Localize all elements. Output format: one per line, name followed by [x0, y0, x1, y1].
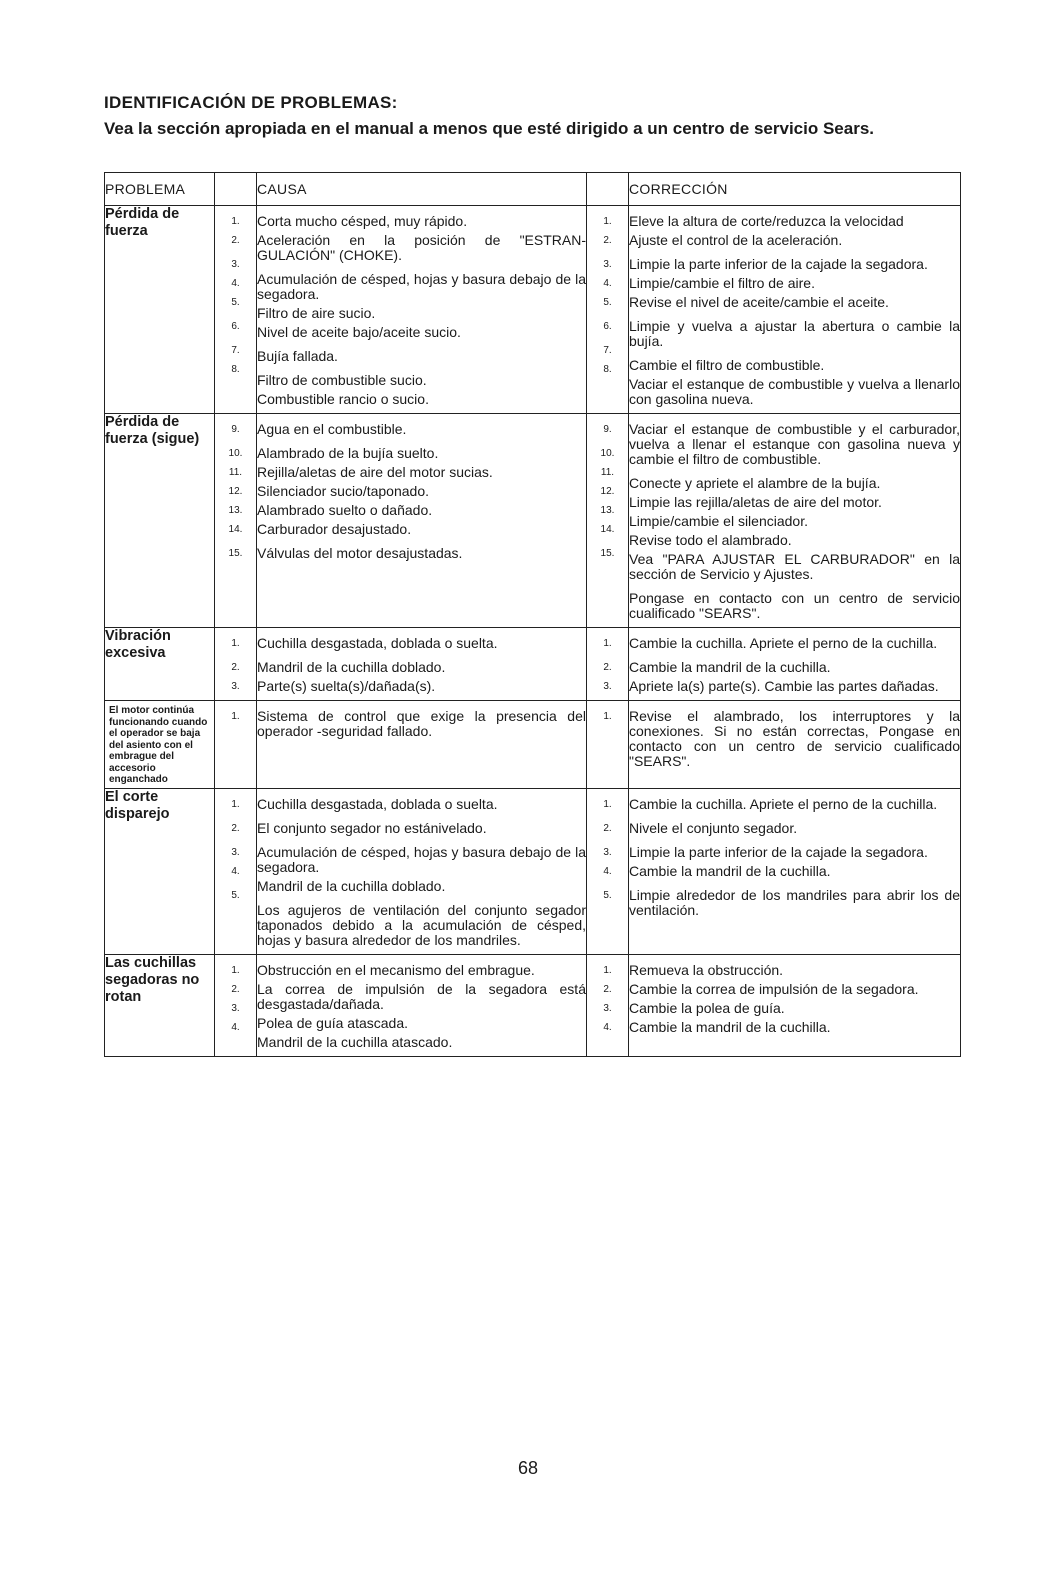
cause-number: 3.: [231, 846, 240, 858]
correction-text: Cambie la cuchilla. Apriete el perno de la cuchilla.: [629, 795, 938, 812]
correction-numbers: [587, 954, 629, 1056]
correction-text: Conecte y apriete el alambre de la bujía.: [629, 475, 881, 491]
cause-text: Silenciador sucio/taponado.: [257, 483, 430, 499]
correction-number: 11.: [600, 467, 615, 478]
page-title: IDENTIFICACIÓN DE PROBLEMAS:: [104, 93, 398, 112]
cause-text: Filtro de combustible sucio.: [257, 372, 427, 388]
cause-number: 8.: [231, 364, 240, 375]
cause-text: Válvulas del motor desajustadas.: [257, 545, 463, 561]
cause-number: 3.: [231, 681, 240, 692]
cause-text: Mandril de la cuchilla doblado.: [257, 659, 446, 675]
correction-number: 14.: [600, 524, 615, 535]
correction-number: 2.: [603, 822, 612, 834]
problem-cell: [105, 788, 215, 954]
correction-text: Cambie la polea de guía.: [629, 999, 785, 1016]
cause-text: Sistema de control que exige la presencia del operador -seguridad fallado.: [257, 708, 586, 739]
correction-number: 4.: [603, 865, 612, 877]
cause-text: Acumulación de césped, hojas y basura debajo de la segadora.: [257, 271, 586, 302]
correction-number: 1.: [603, 964, 612, 976]
correction-cell: [629, 414, 961, 628]
cause-text: Rejilla/aletas de aire del motor sucias.: [257, 464, 493, 480]
correction-number: 6.: [603, 321, 612, 332]
table-row: [105, 628, 961, 701]
correction-text: Limpie las rejilla/aletas de aire del motor.: [629, 494, 882, 510]
correction-text: Limpie la parte inferior de la cajade la segadora.: [629, 843, 928, 860]
correction-text: Limpie la parte inferior de la cajade la segadora.: [629, 256, 928, 272]
problem-cell: [105, 414, 215, 628]
correction-number: 10.: [600, 448, 615, 459]
table-row: [105, 954, 961, 1056]
correction-text: Cambie la mandril de la cuchilla.: [629, 659, 831, 675]
correction-text: Ajuste el control de la aceleración.: [629, 232, 843, 248]
correction-cell: [629, 206, 961, 414]
correction-text: Limpie alrededor de los mandriles para abrir los de ventilación.: [629, 886, 960, 918]
correction-number: 4.: [603, 278, 612, 289]
cause-number: 5.: [231, 889, 240, 901]
cause-text: Nivel de aceite bajo/aceite sucio.: [257, 324, 461, 340]
cause-text: Mandril de la cuchilla doblado.: [257, 877, 446, 894]
correction-number: 3.: [603, 681, 612, 692]
correction-number: 2.: [603, 662, 612, 673]
correction-text: Eleve la altura de corte/reduzca la velocidad: [629, 213, 904, 229]
table-header-row: [105, 173, 961, 206]
correction-number: 15.: [600, 548, 615, 559]
correction-numbers: [587, 206, 629, 414]
header-cause-num: [215, 173, 257, 206]
problem-label: Pérdida de fuerza (sigue): [105, 414, 200, 447]
cause-number: 9.: [231, 424, 240, 435]
correction-number: 7.: [603, 345, 612, 356]
correction-number: 12.: [600, 486, 615, 497]
cause-number: 10.: [228, 448, 243, 459]
correction-text: Cambie la cuchilla. Apriete el perno de la cuchilla.: [629, 635, 938, 651]
correction-number: 13.: [600, 505, 615, 516]
problem-label: El corte disparejo: [105, 788, 170, 822]
cause-text: Obstrucción en el mecanismo del embrague.: [257, 961, 535, 978]
cause-number: 1.: [231, 216, 240, 227]
correction-text: Apriete la(s) parte(s). Cambie las partes dañadas.: [629, 678, 939, 694]
cause-cell: [257, 788, 587, 954]
cause-text: Carburador desajustado.: [257, 521, 412, 537]
cause-cell: [257, 414, 587, 628]
header-cause: CAUSA: [257, 173, 587, 206]
cause-cell: [257, 701, 587, 789]
cause-text: El conjunto segador no estánivelado.: [257, 819, 487, 836]
cause-number: 6.: [231, 321, 240, 332]
cause-number: 13.: [228, 505, 243, 516]
table-row: [105, 206, 961, 414]
correction-number: 3.: [603, 846, 612, 858]
correction-number: 1.: [603, 711, 612, 722]
cause-text: Filtro de aire sucio.: [257, 305, 376, 321]
correction-number: 1.: [603, 216, 612, 227]
problem-cell: [105, 206, 215, 414]
correction-numbers: [587, 414, 629, 628]
cause-number: 4.: [231, 865, 240, 877]
cause-text: Cuchilla desgastada, doblada o suelta.: [257, 635, 498, 651]
cause-text: Corta mucho césped, muy rápido.: [257, 213, 468, 229]
problem-label: Vibración excesiva: [105, 628, 171, 661]
correction-text: Revise el nivel de aceite/cambie el aceite.: [629, 294, 889, 310]
correction-text: Pongase en contacto con un centro de servicio cualificado "SEARS".: [629, 590, 960, 621]
cause-number: 5.: [231, 297, 240, 308]
cause-text: Los agujeros de ventilación del conjunto segador taponados debido a la acumulación de césped, hojas y basura alrededor de los mandriles.: [257, 901, 586, 948]
correction-number: 9.: [603, 424, 612, 435]
cause-number: 2.: [231, 662, 240, 673]
cause-text: Aceleración en la posición de "ESTRAN- GULACIÓN" (CHOKE).: [257, 232, 586, 263]
correction-number: 4.: [603, 1021, 612, 1033]
correction-text: Revise el alambrado, los interruptores y la conexiones. Si no están correctas, Pongase en contacto con un centro de servicio cualificado "SEARS".: [629, 708, 960, 769]
correction-number: 5.: [603, 889, 612, 901]
cause-number: 2.: [231, 235, 240, 246]
page-header: [104, 92, 964, 140]
correction-text: Cambie la correa de impulsión de la segadora.: [629, 980, 919, 997]
cause-number: 2.: [231, 822, 240, 834]
cause-cell: [257, 954, 587, 1056]
page-number: 68: [517, 1458, 539, 1478]
cause-number: 3.: [231, 1002, 240, 1014]
header-problem: PROBLEMA: [105, 173, 215, 206]
header-correction-num: [587, 173, 629, 206]
cause-text: Parte(s) suelta(s)/dañada(s).: [257, 678, 436, 694]
cause-number: 4.: [231, 278, 240, 289]
cause-numbers: [215, 788, 257, 954]
cause-number: 14.: [228, 524, 243, 535]
correction-number: 1.: [603, 638, 612, 649]
cause-number: 15.: [228, 548, 243, 559]
correction-text: Nivele el conjunto segador.: [629, 819, 798, 836]
correction-numbers: [587, 788, 629, 954]
cause-number: 2.: [231, 983, 240, 995]
cause-number: 11.: [228, 467, 243, 478]
page-subtitle: Vea la sección apropiada en el manual a menos que esté dirigido a un centro de servicio Sears.: [104, 119, 875, 138]
correction-cell: [629, 954, 961, 1056]
correction-numbers: [587, 628, 629, 701]
problem-cell: [105, 628, 215, 701]
correction-numbers: [587, 701, 629, 789]
cause-number: 4.: [231, 1021, 240, 1033]
cause-text: Combustible rancio o sucio.: [257, 391, 429, 407]
cause-text: Acumulación de césped, hojas y basura debajo de la segadora.: [257, 843, 586, 875]
cause-cell: [257, 206, 587, 414]
table-row: [105, 788, 961, 954]
cause-number: 7.: [231, 345, 240, 356]
correction-text: Cambie la mandril de la cuchilla.: [629, 862, 831, 879]
correction-text: Remueva la obstrucción.: [629, 961, 784, 978]
correction-text: Limpie/cambie el silenciador.: [629, 513, 808, 529]
cause-numbers: [215, 628, 257, 701]
cause-numbers: [215, 206, 257, 414]
cause-text: Agua en el combustible.: [257, 421, 407, 437]
correction-text: Revise todo el alambrado.: [629, 532, 792, 548]
problem-label: Las cuchillas segadoras no rotan: [105, 954, 200, 1005]
correction-text: Limpie/cambie el filtro de aire.: [629, 275, 815, 291]
cause-number: 1.: [231, 798, 240, 810]
problem-cell: [105, 701, 215, 789]
correction-number: 1.: [603, 798, 612, 810]
header-correction: CORRECCIÓN: [629, 173, 961, 206]
cause-numbers: [215, 954, 257, 1056]
table-body: [105, 206, 961, 1057]
cause-number: 3.: [231, 259, 240, 270]
cause-text: Alambrado suelto o dañado.: [257, 502, 433, 518]
cause-number: 1.: [231, 964, 240, 976]
cause-number: 1.: [231, 711, 240, 722]
table-row: [105, 414, 961, 628]
cause-text: Alambrado de la bujía suelto.: [257, 445, 439, 461]
correction-text: Limpie y vuelva a ajustar la abertura o cambie la bujía.: [629, 318, 960, 349]
cause-number: 1.: [231, 638, 240, 649]
cause-numbers: [215, 414, 257, 628]
correction-text: Vaciar el estanque de combustible y el carburador, vuelva a llenar el estanque con gasolina nueva y cambie el filtro de combustible.: [629, 421, 960, 467]
correction-number: 2.: [603, 983, 612, 995]
correction-text: Vea "PARA AJUSTAR EL CARBURADOR" en la sección de Servicio y Ajustes.: [629, 551, 960, 582]
correction-cell: [629, 788, 961, 954]
table-row: [105, 701, 961, 789]
correction-number: 8.: [603, 364, 612, 375]
correction-text: Cambie el filtro de combustible.: [629, 357, 825, 373]
correction-number: 2.: [603, 235, 612, 246]
cause-text: Cuchilla desgastada, doblada o suelta.: [257, 795, 498, 812]
cause-text: La correa de impulsión de la segadora está desgastada/dañada.: [257, 980, 586, 1012]
problem-label: Pérdida de fuerza: [105, 206, 180, 239]
correction-number: 3.: [603, 1002, 612, 1014]
cause-number: 12.: [228, 486, 243, 497]
problem-label: El motor continúa funcionando cuando el operador se baja del asiento con el embrague del accesorio enganchado: [109, 705, 208, 785]
cause-cell: [257, 628, 587, 701]
correction-cell: [629, 628, 961, 701]
correction-number: 5.: [603, 297, 612, 308]
cause-text: Mandril de la cuchilla atascado.: [257, 1033, 453, 1050]
problem-cell: [105, 954, 215, 1056]
cause-numbers: [215, 701, 257, 789]
correction-text: Vaciar el estanque de combustible y vuelva a llenarlo con gasolina nueva.: [629, 376, 960, 407]
cause-text: Polea de guía atascada.: [257, 1014, 409, 1031]
correction-cell: [629, 701, 961, 789]
cause-text: Bujía fallada.: [257, 348, 338, 364]
troubleshooting-table: [104, 172, 961, 1057]
correction-number: 3.: [603, 259, 612, 270]
correction-text: Cambie la mandril de la cuchilla.: [629, 1018, 831, 1035]
